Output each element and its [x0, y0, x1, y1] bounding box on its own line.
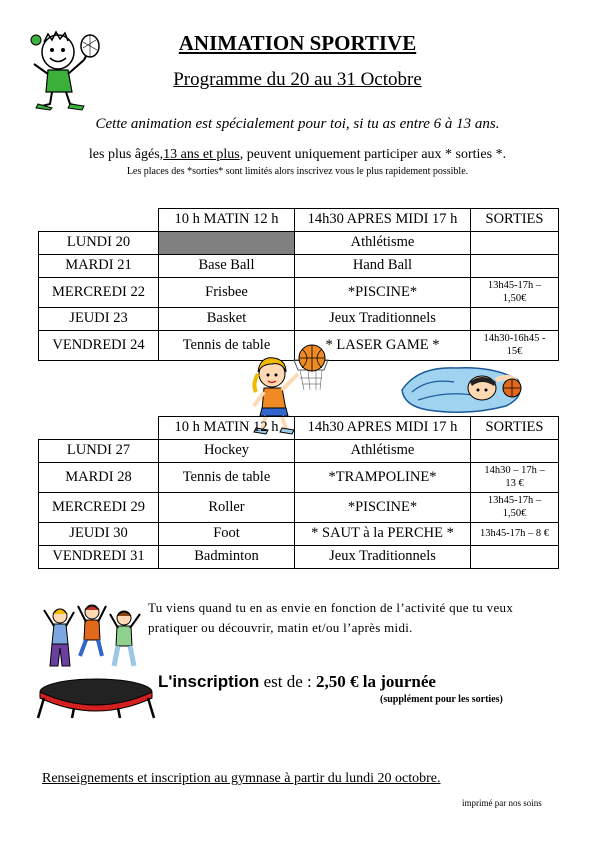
- day-cell: MERCREDI 29: [39, 493, 159, 523]
- intro-text: Cette animation est spécialement pour toi, si tu as entre 6 à 13 ans.: [95, 116, 500, 132]
- page-subtitle: Programme du 20 au 31 Octobre: [173, 69, 422, 90]
- outing-price: 1,50€: [502, 292, 527, 304]
- table-row: [39, 255, 559, 278]
- printed-note: imprimé par nos soins: [462, 798, 542, 808]
- table-row: [39, 493, 559, 523]
- schedule-table-week1: [38, 208, 559, 361]
- morning-cell: Hockey: [159, 440, 295, 463]
- afternoon-cell: Athlétisme: [295, 440, 471, 463]
- price-label: L'inscription: [158, 672, 260, 691]
- day-cell: MARDI 28: [39, 463, 159, 493]
- outing-cell: [471, 331, 559, 361]
- afternoon-cell: *PISCINE*: [295, 493, 471, 523]
- supplement-note: (supplément pour les sorties): [380, 694, 503, 705]
- column-header-afternoon: 14h30 APRES MIDI 17 h: [295, 209, 471, 232]
- table-row: [39, 278, 559, 308]
- outing-cell: [471, 255, 559, 278]
- age-note-part2: , peuvent uniquement participer aux * sorties *.: [239, 147, 507, 162]
- column-header-outings: SORTIES: [471, 417, 559, 440]
- morning-cell: Tennis de table: [159, 331, 295, 361]
- outing-time: 13h45-17h –: [487, 279, 542, 291]
- column-header-outings: SORTIES: [471, 209, 559, 232]
- footer-text: Renseignements et inscription au gymnase à partir du lundi 20 octobre.: [42, 771, 441, 786]
- afternoon-cell: * SAUT à la PERCHE *: [295, 523, 471, 546]
- schedule-table-week2: [38, 416, 559, 569]
- price-middle: est de :: [259, 672, 316, 691]
- outing-cell: [471, 232, 559, 255]
- day-cell: LUNDI 20: [39, 232, 159, 255]
- table-row: [39, 523, 559, 546]
- afternoon-cell: * LASER GAME *: [295, 331, 471, 361]
- afternoon-cell: Hand Ball: [295, 255, 471, 278]
- afternoon-cell: Athlétisme: [295, 232, 471, 255]
- column-header-morning: 10 h MATIN 12 h: [159, 417, 295, 440]
- morning-cell: Roller: [159, 493, 295, 523]
- age-note-underlined: 13 ans et plus: [163, 147, 240, 162]
- afternoon-cell: *PISCINE*: [295, 278, 471, 308]
- table-row: [39, 463, 559, 493]
- morning-cell: Badminton: [159, 546, 295, 569]
- outing-cell: [471, 493, 559, 523]
- column-header-afternoon: 14h30 APRES MIDI 17 h: [295, 417, 471, 440]
- places-note: Les places des *sorties* sont limités alors inscrivez vous le plus rapidement possible.: [126, 166, 469, 177]
- morning-cell-empty: [159, 232, 295, 255]
- afternoon-cell: Jeux Traditionnels: [295, 308, 471, 331]
- table-row: [39, 232, 559, 255]
- outing-price: 1,50€: [502, 507, 527, 519]
- info-text: Tu viens quand tu en as envie en fonction de l’activité que tu veux pratiquer ou découvrir, matin et/ou l’après midi.: [148, 600, 514, 635]
- table-row: [39, 440, 559, 463]
- morning-cell: Basket: [159, 308, 295, 331]
- outing-cell: [471, 278, 559, 308]
- day-cell: VENDREDI 24: [39, 331, 159, 361]
- table-row: [39, 308, 559, 331]
- age-note: [0, 147, 595, 163]
- price-line: [158, 672, 436, 692]
- table-header-row: [39, 209, 559, 232]
- outing-cell: [471, 463, 559, 493]
- outing-time: 14h30 – 17h –: [484, 464, 545, 476]
- day-cell: JEUDI 30: [39, 523, 159, 546]
- outing-time: 13h45-17h –: [487, 494, 542, 506]
- outing-price: 15€: [506, 345, 523, 357]
- outing-cell: [471, 546, 559, 569]
- day-cell: VENDREDI 31: [39, 546, 159, 569]
- page-title: ANIMATION SPORTIVE: [178, 31, 417, 55]
- trampoline-icon: [34, 676, 158, 720]
- outing-time: 14h30-16h45 -: [483, 332, 546, 344]
- outing-cell: 13h45-17h – 8 €: [471, 523, 559, 546]
- day-cell: JEUDI 23: [39, 308, 159, 331]
- outing-cell: [471, 440, 559, 463]
- day-cell: MERCREDI 22: [39, 278, 159, 308]
- morning-cell: Frisbee: [159, 278, 295, 308]
- day-cell: LUNDI 27: [39, 440, 159, 463]
- swimmer-icon: [398, 360, 528, 416]
- table-corner: [39, 417, 159, 440]
- column-header-morning: 10 h MATIN 12 h: [159, 209, 295, 232]
- outing-price: 13 €: [505, 477, 524, 489]
- table-corner: [39, 209, 159, 232]
- morning-cell: Tennis de table: [159, 463, 295, 493]
- jumping-kids-icon: [40, 600, 144, 674]
- afternoon-cell: *TRAMPOLINE*: [295, 463, 471, 493]
- table-header-row: [39, 417, 559, 440]
- age-note-part1: les plus âgés,: [88, 147, 164, 162]
- price-amount: 2,50 € la journée: [315, 672, 436, 691]
- day-cell: MARDI 21: [39, 255, 159, 278]
- table-row: [39, 546, 559, 569]
- morning-cell: Foot: [159, 523, 295, 546]
- morning-cell: Base Ball: [159, 255, 295, 278]
- outing-cell: [471, 308, 559, 331]
- afternoon-cell: Jeux Traditionnels: [295, 546, 471, 569]
